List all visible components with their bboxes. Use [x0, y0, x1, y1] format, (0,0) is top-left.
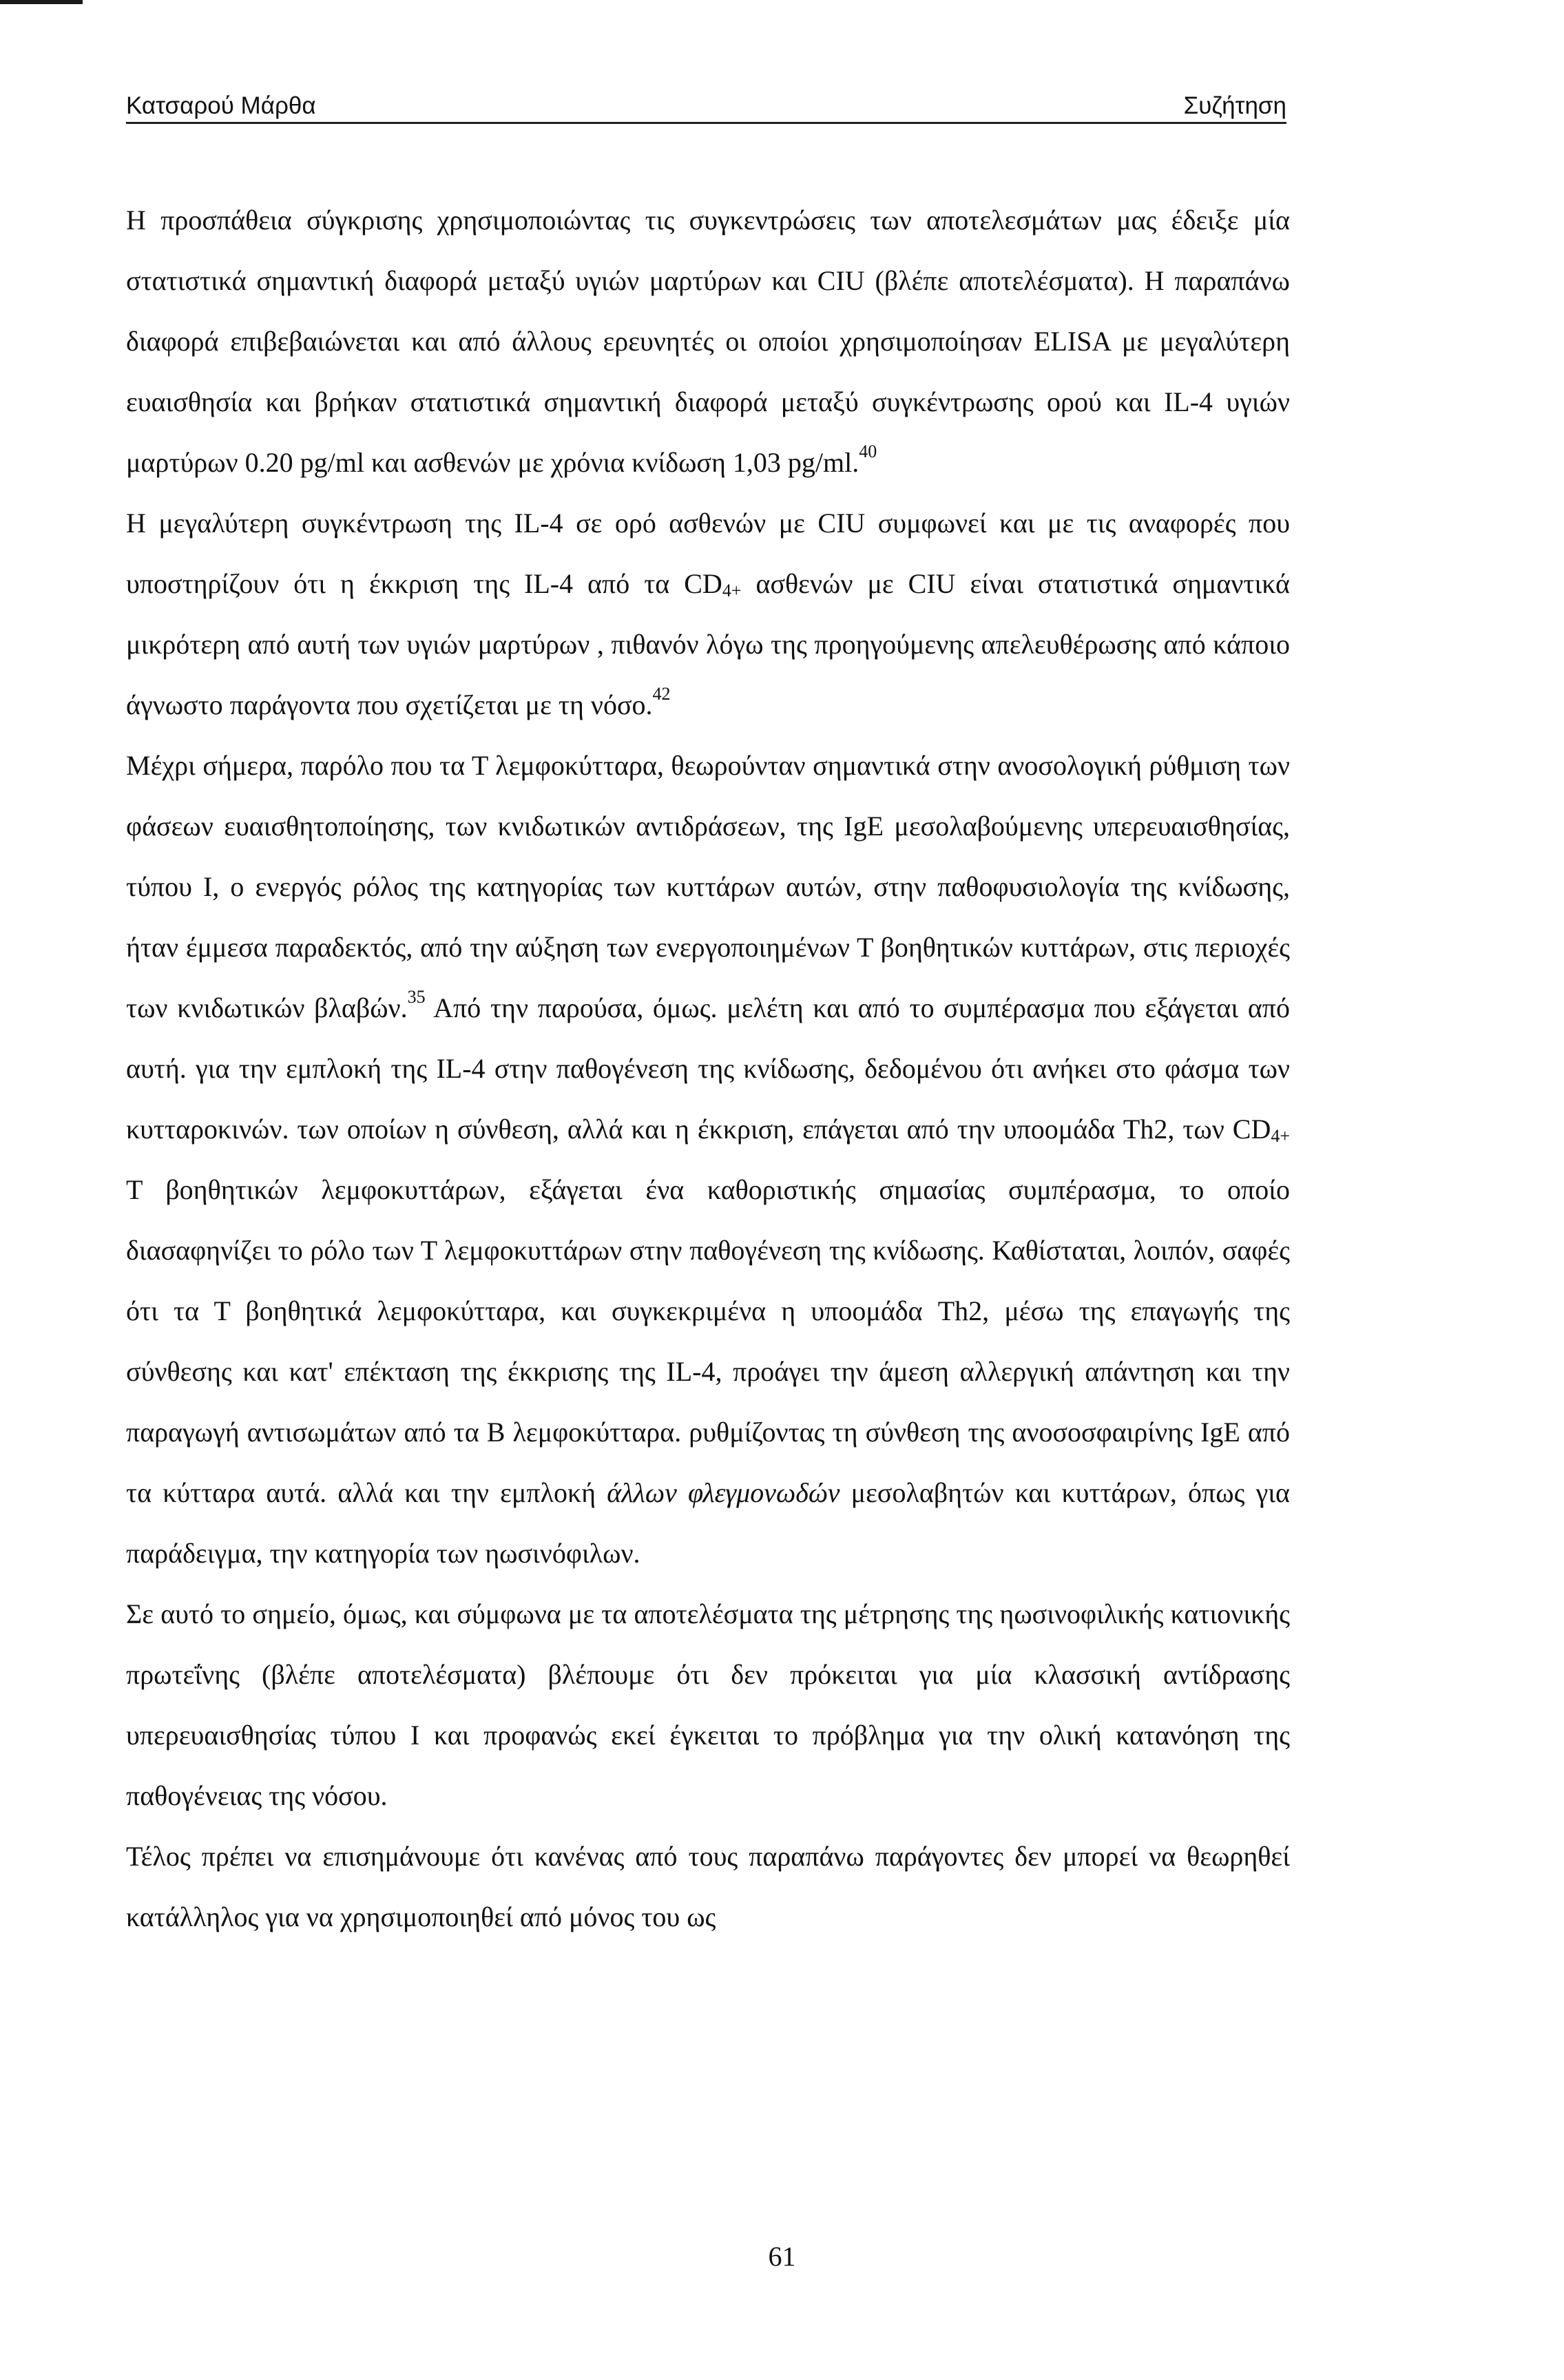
paragraph-text: ασθενών με CIU είναι στατιστικά σημαντικά μικρότερη από αυτή των υγιών μαρτύρων , πιθανόν λόγω της προηγούμενης απελευθέρωσης από κάποιο άγνωστο παράγοντα που σχετίζεται με τη νόσο. — [126, 568, 1291, 720]
header-author: Κατσαρού Μάρθα — [126, 92, 316, 119]
citation-ref: 42 — [652, 684, 671, 704]
paragraph-text: Τ βοηθητικών λεμφοκυττάρων, εξάγεται ένα καθοριστικής σημασίας συμπέρασμα, το οποίο διασαφηνίζει το ρόλο των Τ λεμφοκυττάρων στην παθογένεση της κνίδωσης. Καθίσταται, λοιπόν, σαφές ότι τα Τ βοηθητικά λεμφοκύτταρα, και συγκεκριμένα η υποομάδα Th2, μέσω της επαγωγής της σύνθεσης και κατ' επέκταση της έκκρισης της IL-4, προάγει την άμεση αλλεργική απάντηση και την παραγωγή αντισωμάτων από τα Β λεμφοκύτταρα. ρυθμίζοντας τη σύνθεση της ανοσοσφαιρίνης IgE από τα κύτταρα αυτά. αλλά και την εμπλοκή — [126, 1174, 1290, 1508]
scan-edge-mark — [0, 0, 83, 4]
italic-text: άλλων φλεγμονωδών — [607, 1477, 840, 1508]
paragraph-text: Σε αυτό το σημείο, όμως, και σύμφωνα με τα αποτελέσματα της μέτρησης της ηωσινοφιλικής κατιονικής πρωτεΐνης (βλέπε αποτελέσματα) βλέπουμε ότι δεν πρόκειται για μία κλασσική αντίδρασης υπερευαισθησίας τύπου I και προφανώς εκεί έγκειται το πρόβλημα για την ολική κατανόηση της παθογένειας της νόσου. — [126, 1598, 1290, 1811]
running-header — [126, 90, 1286, 124]
subscript: 4+ — [1271, 1126, 1290, 1147]
citation-ref: 35 — [407, 987, 426, 1008]
page-number: 61 — [768, 2241, 796, 2272]
paragraph-text: Η μεγαλύτερη συγκέντρωση της IL-4 σε ορό ασθενών με CIU συμφωνεί και με τις αναφορές που υποστηρίζουν ότι η έκκριση της IL-4 από τα CD — [126, 508, 1290, 599]
paragraph-3 — [126, 735, 1290, 1584]
body-text — [126, 190, 1290, 1948]
paragraph-text: Τέλος πρέπει να επισημάνουμε ότι κανένας από τους παραπάνω παράγοντες δεν μπορεί να θεωρηθεί κατάλληλος για να χρησιμοποιηθεί από μόνος του ως — [126, 1841, 1290, 1932]
paragraph-text: Μέχρι σήμερα, παρόλο που τα Τ λεμφοκύτταρα, θεωρούνταν σημαντικά στην ανοσολογική ρύθμιση των φάσεων ευαισθητοποίησης, των κνιδωτικών αντιδράσεων, της IgE μεσολαβούμενης υπερευαισθησίας, τύπου I, ο ενεργός ρόλος της κατηγορίας των κυττάρων αυτών, στην παθοφυσιολογία της κνίδωσης, ήταν έμμεσα παραδεκτός, από την αύξηση των ενεργοποιημένων Τ βοηθητικών κυττάρων, στις περιοχές των κνιδωτικών βλαβών. — [126, 750, 1290, 1023]
paragraph-2 — [126, 493, 1290, 735]
paragraph-text: μεσολαβητών και κυττάρων, όπως για παράδειγμα, την κατηγορία των ηωσινόφιλων. — [126, 1477, 1290, 1569]
paragraph-text: Η προσπάθεια σύγκρισης χρησιμοποιώντας τις συγκεντρώσεις των αποτελεσμάτων μας έδειξε μία στατιστικά σημαντική διαφορά μεταξύ υγιών μαρτύρων και CIU (βλέπε αποτελέσματα). Η παραπάνω διαφορά επιβεβαιώνεται και από άλλους ερευνητές οι οποίοι χρησιμοποίησαν ELISA με μεγαλύτερη ευαισθησία και βρήκαν στατιστικά σημαντική διαφορά μεταξύ συγκέντρωσης ορού και IL-4 υγιών μαρτύρων 0.20 pg/ml και ασθενών με χρόνια κνίδωση 1,03 pg/ml. — [126, 205, 1290, 478]
paragraph-text: Από την παρούσα, όμως. μελέτη και από το συμπέρασμα που εξάγεται από αυτή. για την εμπλοκή της IL-4 στην παθογένεση της κνίδωσης, δεδομένου ότι ανήκει στο φάσμα των κυτταροκινών. των οποίων η σύνθεση, αλλά και η έκκριση, επάγεται από την υποομάδα Th2, των CD — [126, 992, 1290, 1145]
paragraph-1 — [126, 190, 1290, 493]
citation-ref: 40 — [859, 441, 877, 462]
paragraph-5 — [126, 1826, 1290, 1948]
paragraph-4 — [126, 1584, 1290, 1826]
header-section: Συζήτηση — [1183, 92, 1286, 119]
subscript: 4+ — [722, 581, 742, 601]
